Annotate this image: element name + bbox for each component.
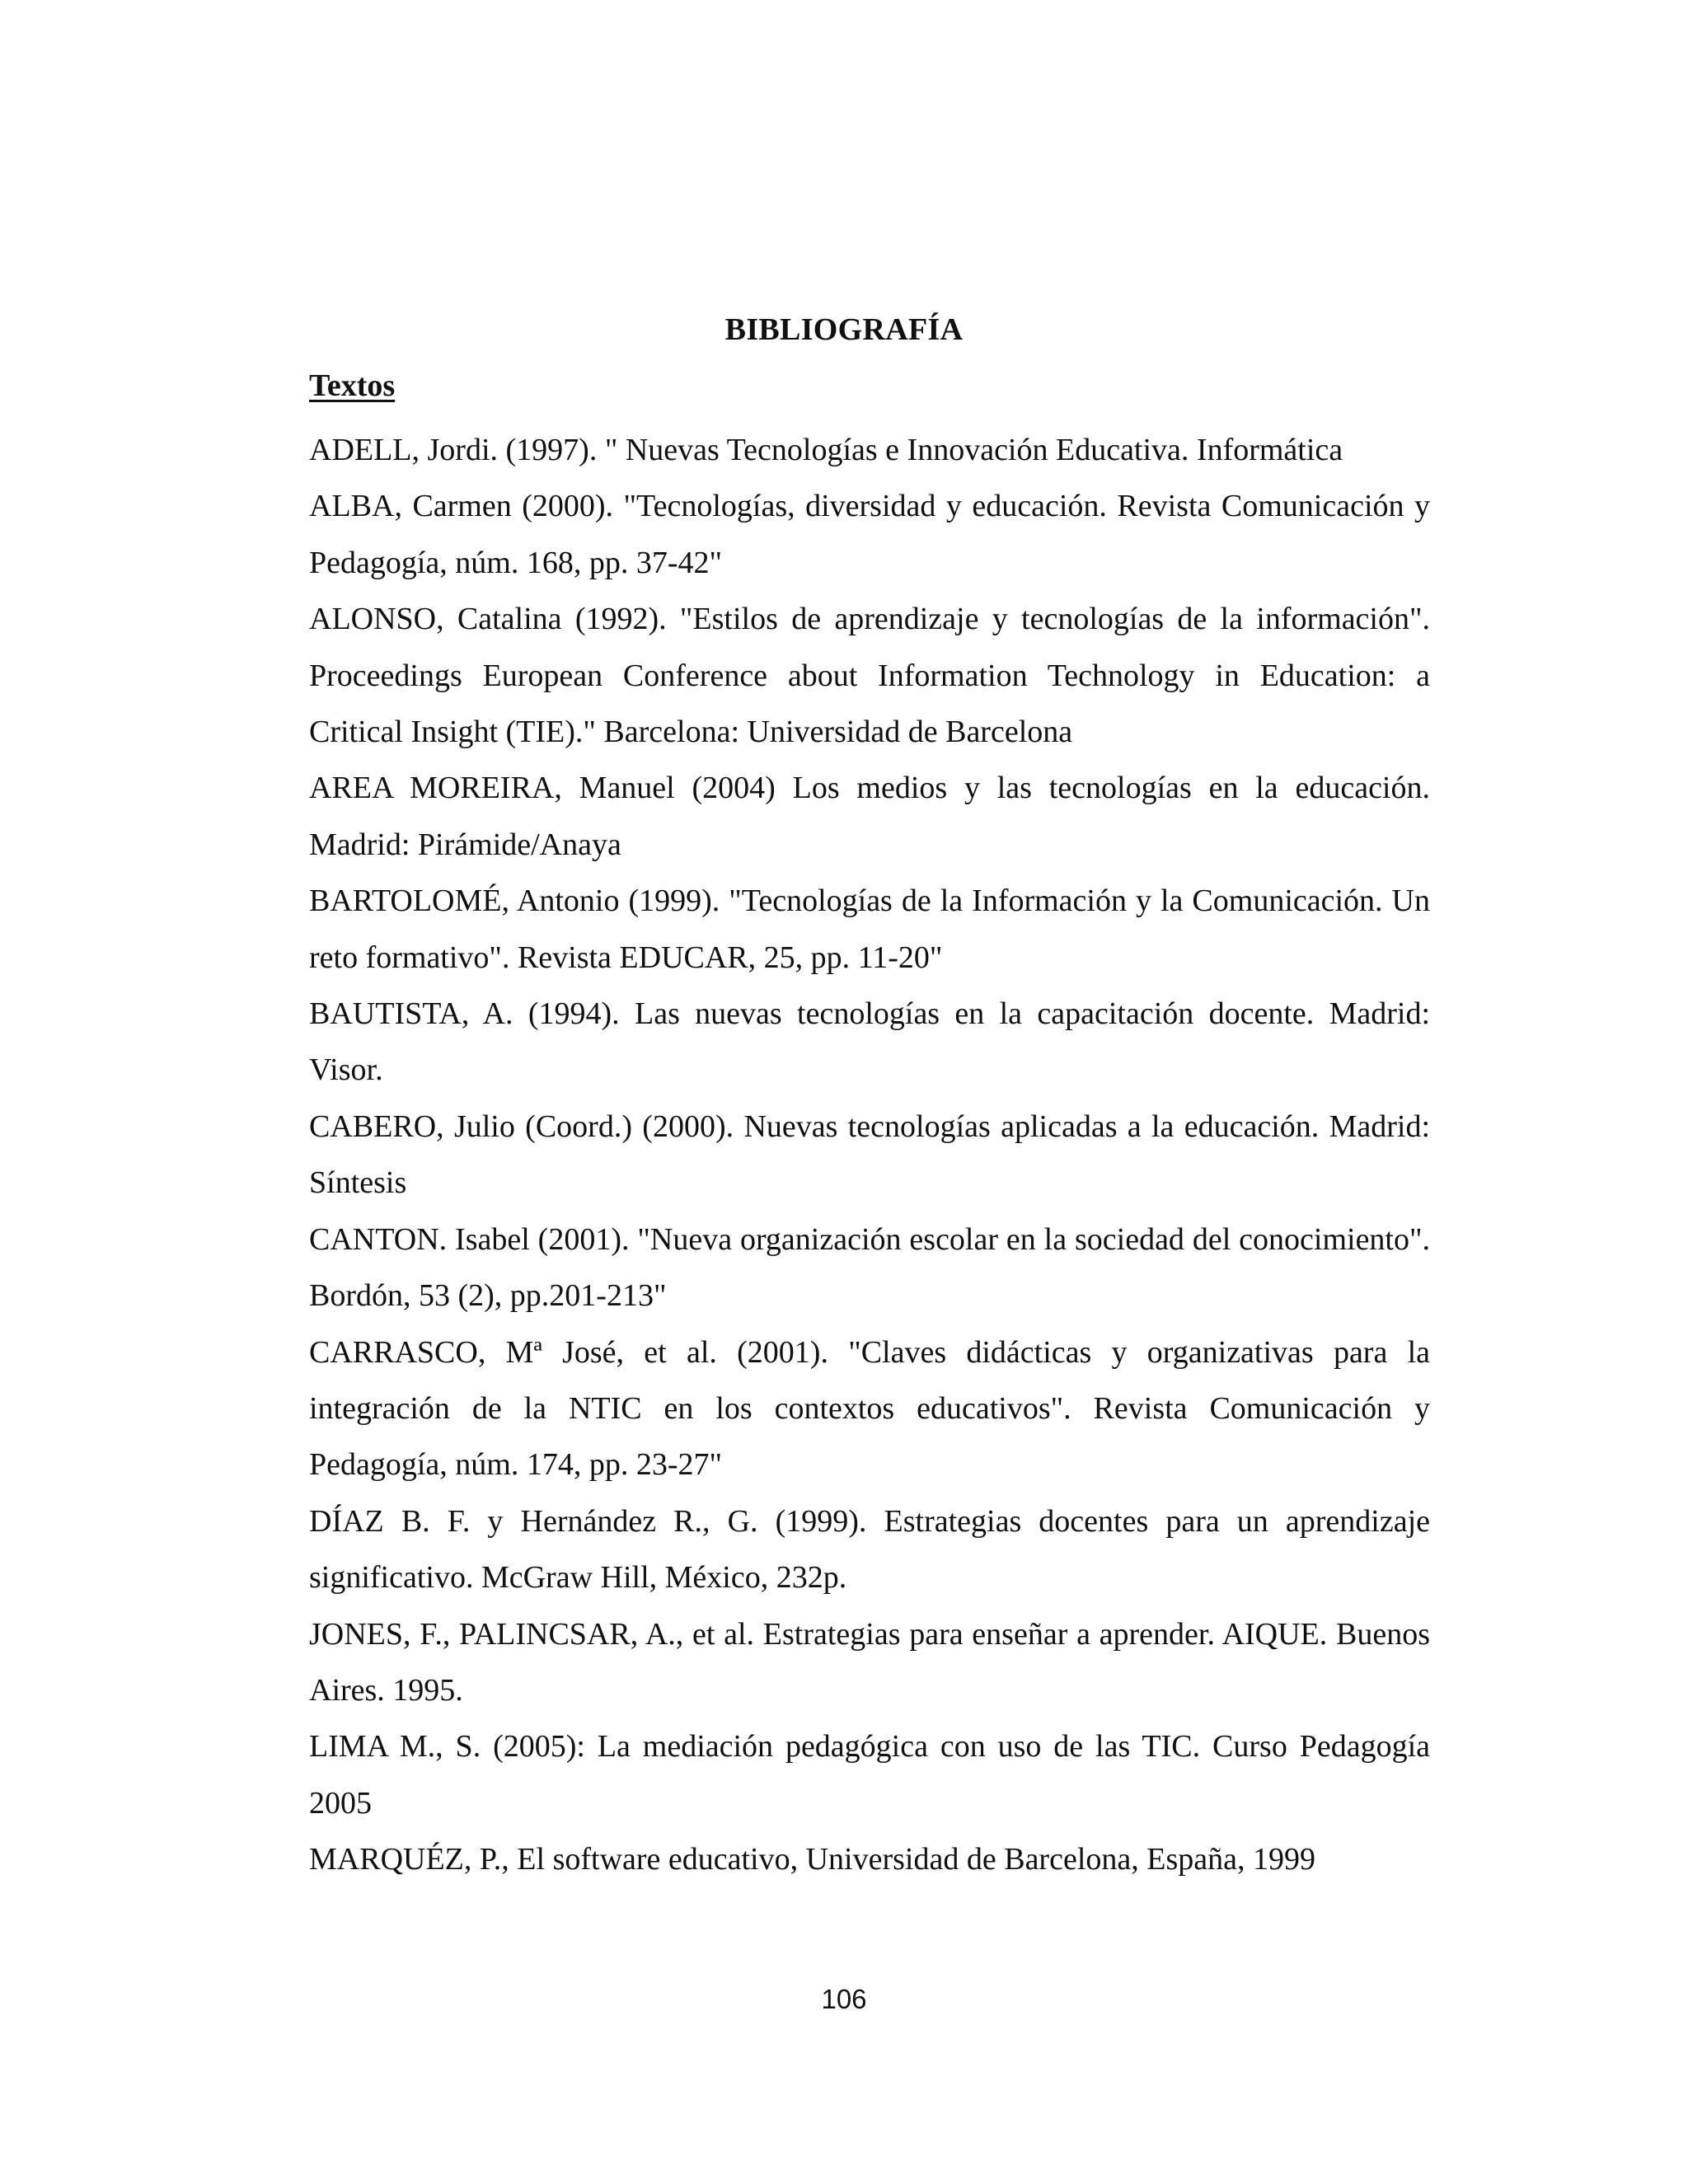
- reference-entry: ALBA, Carmen (2000). "Tecnologías, diversidad y educación. Revista Comunicación y Pedagogía, núm. 168, pp. 37-42": [309, 489, 1430, 580]
- reference-entry: DÍAZ B. F. y Hernández R., G. (1999). Estrategias docentes para un aprendizaje significativo. McGraw Hill, México, 232p.: [309, 1503, 1430, 1596]
- reference-entry: AREA MOREIRA, Manuel (2004) Los medios y las tecnologías en la educación. Madrid: Pirámide/Anaya: [309, 771, 1430, 862]
- page-title: BIBLIOGRAFÍA: [724, 312, 964, 347]
- reference-entry: ADELL, Jordi. (1997). " Nuevas Tecnologías e Innovación Educativa. Informática: [309, 433, 1343, 467]
- reference-entry: BARTOLOMÉ, Antonio (1999). "Tecnologías de la Información y la Comunicación. Un reto formativo". Revista EDUCAR, 25, pp. 11-20": [309, 883, 1430, 975]
- reference-entry: MARQUÉZ, P., El software educativo, Universidad de Barcelona, España, 1999: [309, 1842, 1315, 1877]
- reference-entry: CARRASCO, Mª José, et al. (2001). "Claves didácticas y organizativas para la integración de la NTIC en los contextos educativos". Revista Comunicación y Pedagogía, núm. 174, pp. 23-27": [309, 1334, 1430, 1483]
- reference-entry: CABERO, Julio (Coord.) (2000). Nuevas tecnologías aplicadas a la educación. Madrid: Síntesis: [309, 1108, 1430, 1201]
- reference-entry: JONES, F., PALINCSAR, A., et al. Estrategias para enseñar a aprender. AIQUE. Buenos Aires. 1995.: [309, 1616, 1430, 1708]
- reference-entry: LIMA M., S. (2005): La mediación pedagógica con uso de las TIC. Curso Pedagogía 2005: [309, 1729, 1430, 1821]
- page-number: 106: [821, 1984, 867, 2014]
- section-heading: Textos: [309, 368, 396, 403]
- reference-entry: CANTON. Isabel (2001). "Nueva organización escolar en la sociedad del conocimiento". Bordón, 53 (2), pp.201-213": [309, 1221, 1430, 1314]
- reference-entry: ALONSO, Catalina (1992). "Estilos de aprendizaje y tecnologías de la información". Proceedings European Conference about Information Technology in Education: a Critical Insight (TIE)." Barcelona: Universidad de Barcelona: [309, 602, 1430, 750]
- reference-entry: BAUTISTA, A. (1994). Las nuevas tecnologías en la capacitación docente. Madrid: Visor.: [309, 996, 1430, 1088]
- reference-list: [309, 422, 1430, 1888]
